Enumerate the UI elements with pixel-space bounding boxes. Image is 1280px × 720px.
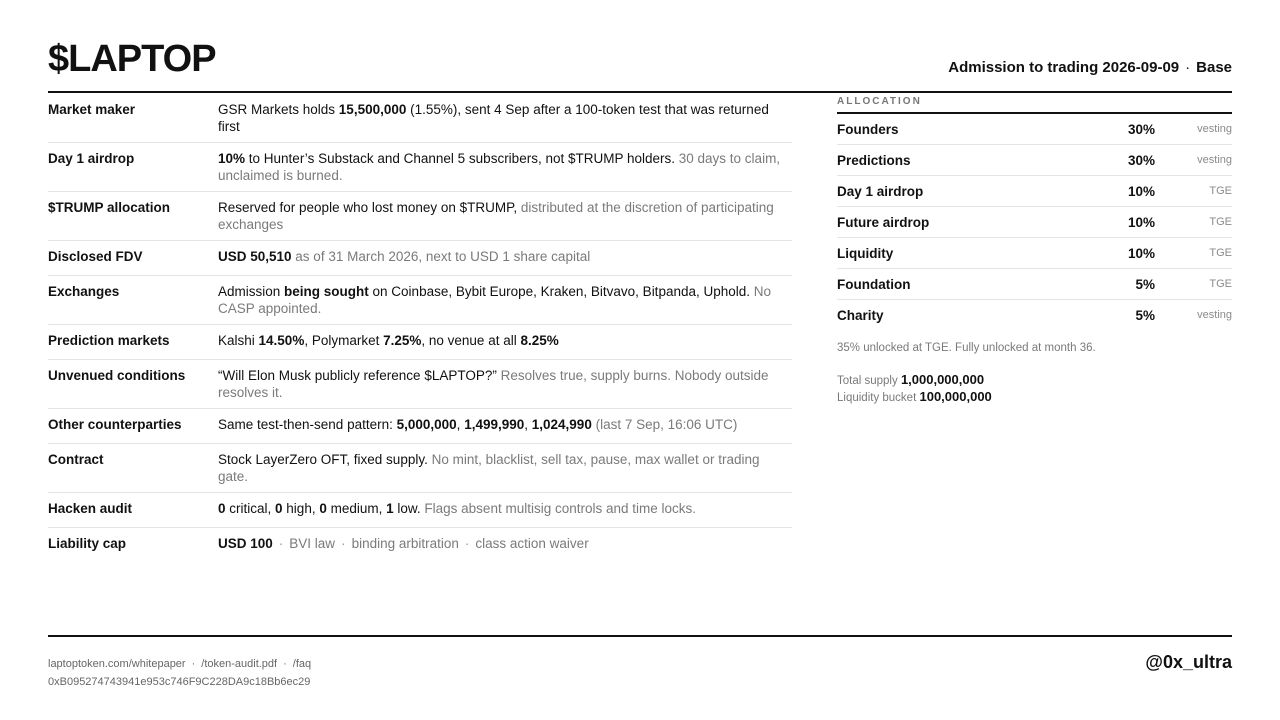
- fact-text: Reserved for people who lost money on $TRUMP,: [218, 200, 518, 215]
- supply-info: [837, 372, 1232, 406]
- fact-value: [218, 332, 792, 352]
- fact-row: [48, 409, 792, 444]
- fact-label: Liability cap: [48, 536, 127, 551]
- allocation-row: [837, 145, 1232, 176]
- fact-text: binding arbitration: [351, 536, 459, 551]
- allocation-list: [837, 114, 1232, 330]
- separator-dot: ·: [464, 536, 470, 551]
- allocation-status: TGE: [1209, 185, 1232, 197]
- fact-label: Hacken audit: [48, 501, 133, 516]
- fact-text: Stock LayerZero OFT, fixed supply.: [218, 452, 428, 467]
- fact-text: Admission: [218, 284, 285, 299]
- fact-value: [218, 248, 792, 268]
- fact-text: USD 100: [218, 536, 273, 551]
- fact-row: [48, 94, 792, 143]
- allocation-percent: 10%: [1127, 183, 1155, 199]
- fact-text: being sought: [284, 284, 369, 299]
- allocation-percent: 5%: [1135, 307, 1155, 323]
- fact-text: 0: [218, 501, 226, 516]
- fact-text: 1,499,990: [464, 417, 525, 432]
- fact-text: on Coinbase, Bybit Europe, Kraken, Bitvavo, Bitpanda, Uphold.: [368, 284, 751, 299]
- separator-dot: ·: [191, 658, 196, 670]
- header-divider: [48, 91, 1232, 93]
- fact-label: Market maker: [48, 102, 136, 117]
- fact-value: [218, 367, 792, 401]
- fact-row: [48, 241, 792, 276]
- fact-text: distributed at the discretion of participating exchanges: [218, 200, 774, 232]
- allocation-name: Foundation: [837, 276, 911, 292]
- fact-value: [218, 199, 792, 233]
- allocation-row: [837, 114, 1232, 145]
- allocation-row: [837, 269, 1232, 300]
- audit-link[interactable]: /token-audit.pdf: [201, 658, 278, 670]
- fact-text: medium,: [326, 501, 387, 516]
- fact-text: Same test-then-send pattern:: [218, 417, 397, 432]
- admission-info: [948, 59, 1232, 76]
- fact-text: 1,024,990: [531, 417, 592, 432]
- fact-row: [48, 493, 792, 528]
- fact-text: high,: [282, 501, 320, 516]
- fact-text: , Polymarket: [304, 333, 384, 348]
- allocation-percent: 5%: [1135, 276, 1155, 292]
- allocation-row: [837, 300, 1232, 330]
- fact-text: 14.50%: [258, 333, 305, 348]
- fact-text: 8.25%: [520, 333, 559, 348]
- fact-text: ,: [456, 417, 465, 432]
- allocation-row: [837, 238, 1232, 269]
- author-handle: @0x_ultra: [1145, 652, 1232, 672]
- liquidity-bucket-label: Liquidity bucket: [837, 392, 917, 404]
- contract-address: 0xB095274743941e953c746F9C228DA9c18Bb6ec29: [48, 676, 311, 688]
- allocation-name: Liquidity: [837, 245, 894, 261]
- allocation-percent: 10%: [1127, 245, 1155, 261]
- fact-text: 0: [275, 501, 283, 516]
- fact-text: , no venue at all: [421, 333, 521, 348]
- fact-text: (1.55%), sent 4 Sep after a 100-token test that was returned first: [218, 102, 769, 134]
- fact-row: [48, 276, 792, 325]
- faq-link[interactable]: /faq: [292, 658, 312, 670]
- fact-value: [218, 451, 792, 485]
- fact-text: class action waiver: [475, 536, 589, 551]
- fact-row: [48, 360, 792, 409]
- separator-dot: ·: [278, 536, 284, 551]
- fact-row: [48, 192, 792, 241]
- allocation-status: vesting: [1197, 309, 1232, 321]
- allocation-status: vesting: [1197, 123, 1232, 135]
- allocation-status: vesting: [1197, 154, 1232, 166]
- allocation-percent: 30%: [1127, 121, 1155, 137]
- fact-row: [48, 444, 792, 493]
- fact-text: Flags absent multisig controls and time locks.: [420, 501, 697, 516]
- allocation-row: [837, 207, 1232, 238]
- fact-value: [218, 416, 792, 436]
- fact-row: [48, 528, 792, 562]
- allocation-heading: ALLOCATION: [837, 94, 1232, 114]
- fact-value: [218, 101, 792, 135]
- fact-text: BVI law: [289, 536, 336, 551]
- fact-label: Contract: [48, 452, 104, 467]
- allocation-note: 35% unlocked at TGE. Fully unlocked at month 36.: [837, 342, 1096, 354]
- allocation-percent: 30%: [1127, 152, 1155, 168]
- fact-value: [218, 535, 792, 555]
- total-supply-value: 1,000,000,000: [900, 372, 985, 387]
- facts-table: [48, 94, 792, 562]
- allocation-status: TGE: [1209, 247, 1232, 259]
- fact-text: GSR Markets holds: [218, 102, 339, 117]
- allocation-name: Future airdrop: [837, 214, 930, 230]
- fact-text: 30 days to claim, unclaimed is burned.: [218, 151, 781, 183]
- fact-text: 7.25%: [383, 333, 422, 348]
- footer-links: [48, 658, 311, 670]
- separator-dot: ·: [1185, 59, 1191, 76]
- fact-text: ,: [524, 417, 532, 432]
- chain-name: Base: [1196, 59, 1232, 76]
- allocation-status: TGE: [1209, 278, 1232, 290]
- liquidity-bucket: [837, 389, 1232, 406]
- allocation-name: Charity: [837, 307, 884, 323]
- allocation-name: Founders: [837, 121, 899, 137]
- fact-text: Resolves true, supply burns. Nobody outside resolves it.: [218, 368, 769, 400]
- fact-text: as of 31 March 2026, next to USD 1 share capital: [291, 249, 591, 264]
- allocation-status: TGE: [1209, 216, 1232, 228]
- fact-row: [48, 325, 792, 360]
- fact-label: Unvenued conditions: [48, 368, 186, 383]
- total-supply: [837, 372, 1232, 389]
- separator-dot: ·: [283, 658, 287, 670]
- fact-text: to Hunter’s Substack and Channel 5 subscribers, not $TRUMP holders.: [245, 151, 676, 166]
- fact-text: 15,500,000: [338, 102, 407, 117]
- separator-dot: ·: [341, 536, 346, 551]
- fact-text: 0: [319, 501, 327, 516]
- fact-text: (last 7 Sep, 16:06 UTC): [591, 417, 738, 432]
- footer-divider: [48, 635, 1232, 637]
- allocation-row: [837, 176, 1232, 207]
- fact-label: Prediction markets: [48, 333, 170, 348]
- fact-row: [48, 143, 792, 192]
- fact-value: [218, 150, 792, 184]
- liquidity-bucket-value: 100,000,000: [919, 389, 992, 404]
- fact-text: Kalshi: [218, 333, 259, 348]
- fact-label: Day 1 airdrop: [48, 151, 135, 166]
- fact-text: critical,: [225, 501, 276, 516]
- fact-value: [218, 500, 792, 520]
- fact-text: No mint, blacklist, sell tax, pause, max wallet or trading gate.: [218, 452, 760, 484]
- total-supply-label: Total supply: [837, 375, 898, 387]
- fact-label: Disclosed FDV: [48, 249, 143, 264]
- allocation-name: Predictions: [837, 152, 911, 168]
- admission-date: Admission to trading 2026-09-09: [948, 59, 1180, 76]
- fact-text: “Will Elon Musk publicly reference $LAPTOP?”: [218, 368, 497, 383]
- allocation-percent: 10%: [1127, 214, 1155, 230]
- fact-text: 5,000,000: [396, 417, 457, 432]
- allocation-name: Day 1 airdrop: [837, 183, 924, 199]
- fact-text: 1: [386, 501, 394, 516]
- page-title: $LAPTOP: [48, 38, 216, 80]
- fact-text: USD 50,510: [218, 249, 292, 264]
- fact-label: $TRUMP allocation: [48, 200, 171, 215]
- whitepaper-link[interactable]: laptoptoken.com/whitepaper: [48, 658, 186, 670]
- fact-text: 10%: [218, 151, 246, 166]
- fact-label: Other counterparties: [48, 417, 182, 432]
- fact-text: No CASP appointed.: [218, 284, 772, 316]
- fact-value: [218, 283, 792, 317]
- allocation-panel: [837, 94, 1232, 406]
- fact-text: low.: [393, 501, 421, 516]
- fact-label: Exchanges: [48, 284, 120, 299]
